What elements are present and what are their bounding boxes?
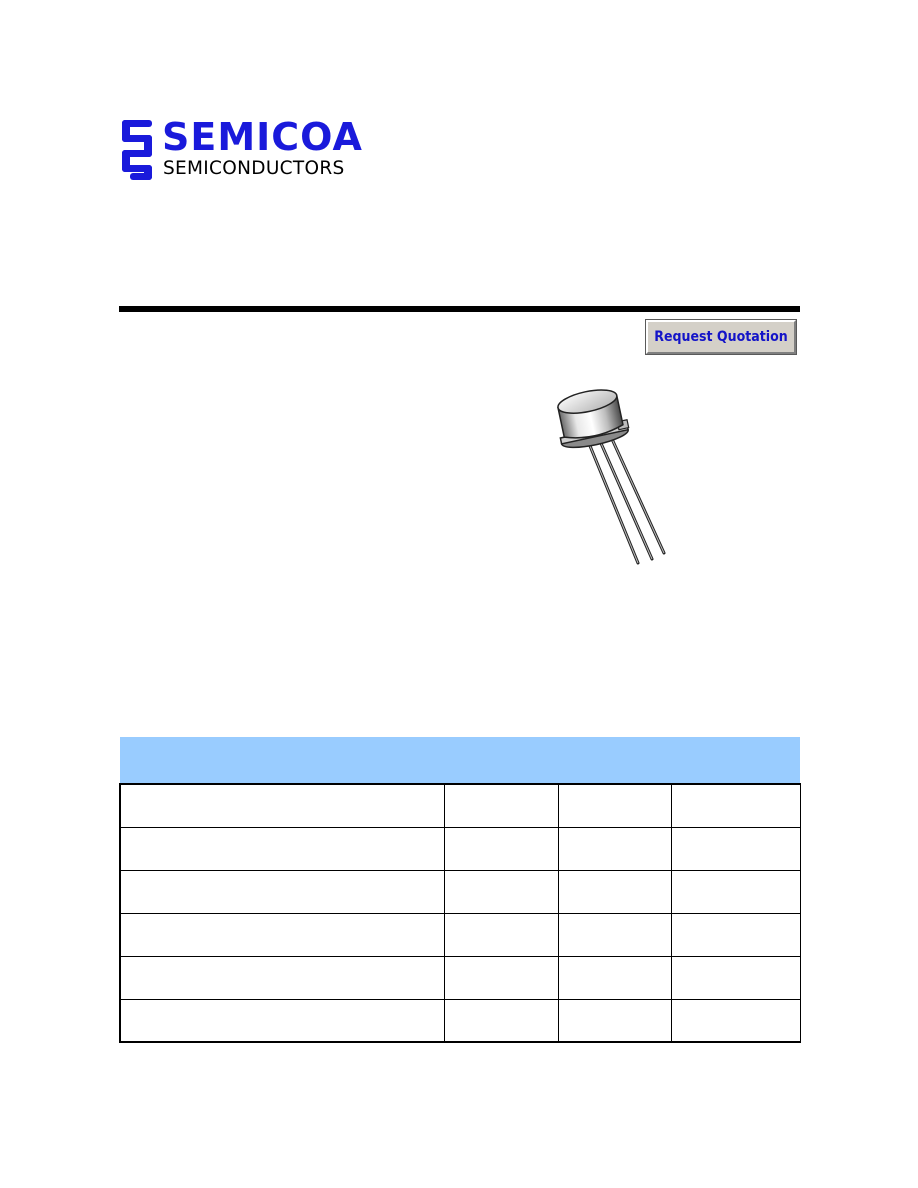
table-cell [671, 999, 800, 1042]
table-row [120, 913, 800, 956]
table-cell [558, 999, 671, 1042]
table-cell [558, 827, 671, 870]
table-row [120, 784, 800, 827]
spec-table-title [120, 737, 800, 784]
table-row [120, 827, 800, 870]
header-divider [119, 306, 800, 312]
table-row [120, 999, 800, 1042]
table-cell [558, 913, 671, 956]
table-cell [120, 784, 444, 827]
semicoa-logo-icon [120, 120, 154, 180]
table-cell [444, 827, 558, 870]
table-cell [671, 913, 800, 956]
table-row [120, 956, 800, 999]
table-cell [671, 870, 800, 913]
request-quotation-button[interactable]: Request Quotation [646, 320, 796, 354]
table-cell [558, 870, 671, 913]
table-cell [120, 956, 444, 999]
table-cell [120, 870, 444, 913]
spec-table-title-bar [120, 737, 800, 784]
company-logo [120, 115, 382, 182]
company-subtitle: SEMICONDUCTORS [163, 158, 345, 179]
table-cell [444, 870, 558, 913]
transistor-product-image [548, 383, 678, 573]
table-cell [671, 956, 800, 999]
table-cell [671, 784, 800, 827]
table-cell [558, 784, 671, 827]
table-row [120, 870, 800, 913]
table-cell [120, 999, 444, 1042]
table-cell [444, 784, 558, 827]
spec-table [119, 737, 801, 1043]
table-cell [444, 999, 558, 1042]
table-cell [120, 827, 444, 870]
table-cell [444, 913, 558, 956]
table-cell [671, 827, 800, 870]
table-cell [120, 913, 444, 956]
table-cell [558, 956, 671, 999]
table-cell [444, 956, 558, 999]
company-name: SEMICOA [162, 115, 363, 159]
